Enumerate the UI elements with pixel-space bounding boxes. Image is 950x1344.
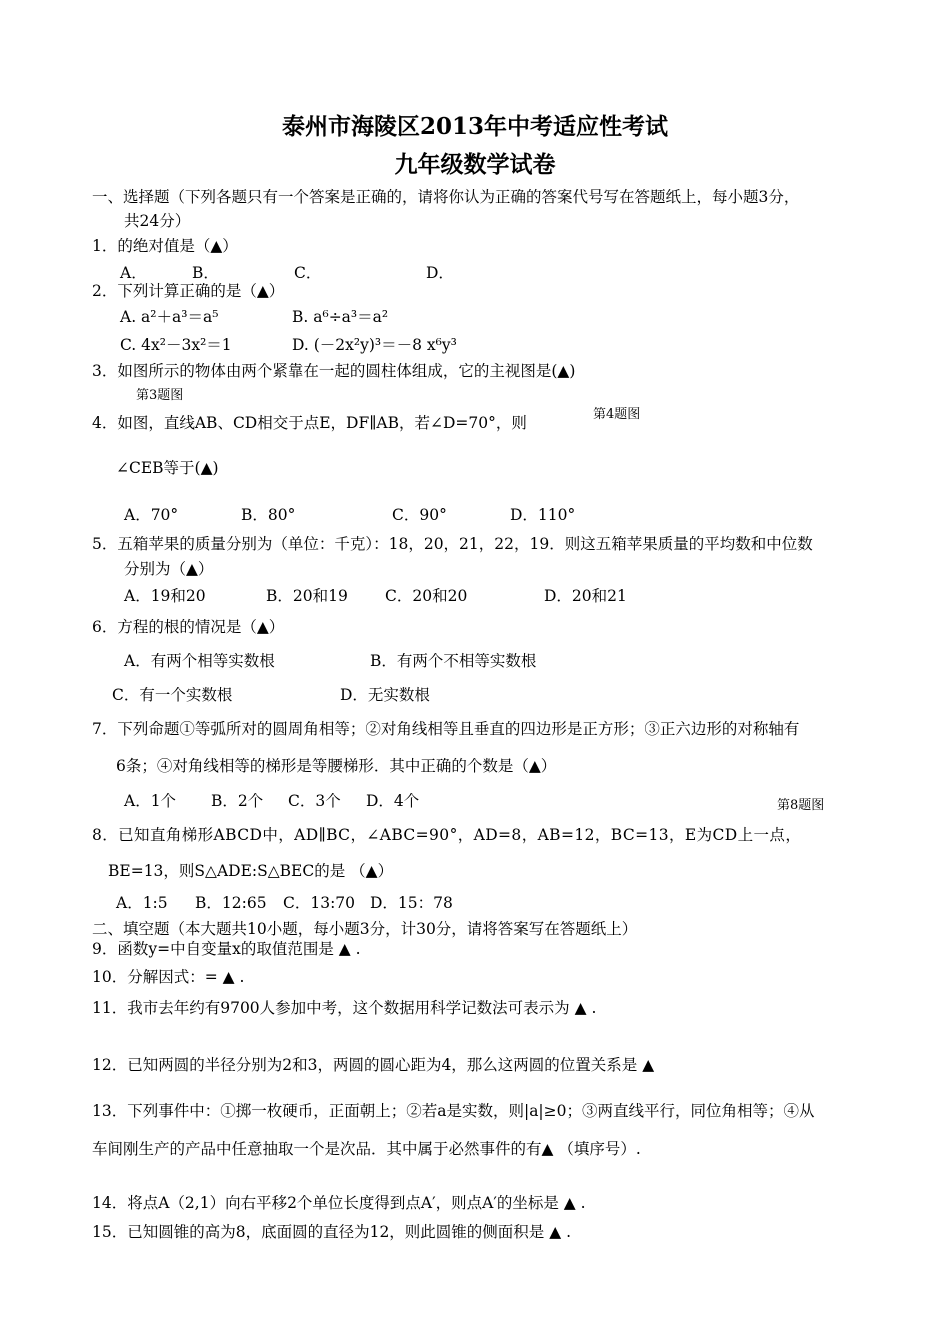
q3-figure-label: 第3题图 [136, 388, 184, 403]
section1-heading: 一、选择题（下列各题只有一个答案是正确的，请将你认为正确的答案代号写在答题纸上，每小题3分， [92, 188, 800, 206]
q6-option-b: B．有两个不相等实数根 [370, 652, 537, 670]
q7-option-b: B．2个 [211, 792, 264, 810]
page-subtitle: 九年级数学试卷 [394, 151, 556, 178]
q6-stem: 6．方程的根的情况是（▲） [92, 618, 285, 636]
q2-stem: 2．下列计算正确的是（▲） [92, 282, 285, 300]
q8-option-c: C．13:70 [283, 894, 356, 912]
q10: 10．分解因式：= ▲ . [92, 968, 245, 986]
q1-option-d: D． [426, 264, 454, 282]
q3-stem: 3．如图所示的物体由两个紧靠在一起的圆柱体组成，它的主视图是(▲) [92, 362, 576, 380]
q4-option-c: C．90° [392, 506, 447, 524]
q7-option-a: A．1个 [124, 792, 177, 810]
q1-option-b: B． [192, 264, 219, 282]
q1-stem: 1．的绝对值是（▲） [92, 237, 238, 255]
q13-line2: 车间刚生产的产品中任意抽取一个是次品．其中属于必然事件的有▲ （填序号）. [92, 1140, 641, 1158]
q1-option-a: A． [120, 264, 147, 282]
section2-heading: 二、填空题（本大题共10小题，每小题3分，计30分，请将答案写在答题纸上） [92, 920, 638, 938]
q2-option-a: A. a²＋a³＝a⁵ [120, 308, 219, 326]
q13-line1: 13．下列事件中：①掷一枚硬币，正面朝上；②若a是实数，则|a|≥0；③两直线平行，同位角相等；④从 [92, 1102, 815, 1120]
q4-option-d: D．110° [510, 506, 576, 524]
q2-option-c: C. 4x²－3x²＝1 [120, 336, 232, 354]
q4-stem: 4．如图，直线AB、CD相交于点E，DF∥AB，若∠D=70°，则 [92, 414, 527, 432]
q4-option-a: A．70° [124, 506, 179, 524]
q5-option-c: C．20和20 [385, 587, 468, 605]
q8-stem-cont: BE=13，则S△ADE:S△BEC的是 （▲） [108, 862, 394, 880]
q8-option-d: D．15：78 [370, 894, 453, 912]
q9: 9．函数y=中自变量x的取值范围是 ▲ . [92, 940, 361, 958]
q4-figure-label: 第4题图 [593, 407, 641, 422]
q7-stem-cont: 6条；④对角线相等的梯形是等腰梯形．其中正确的个数是（▲） [116, 757, 557, 775]
q8-figure-label: 第8题图 [777, 798, 825, 813]
q5-stem-cont: 分别为（▲） [124, 560, 214, 578]
q7-option-d: D．4个 [366, 792, 420, 810]
q6-option-c: C．有一个实数根 [112, 686, 233, 704]
q6-option-a: A．有两个相等实数根 [124, 652, 275, 670]
q8-stem: 8．已知直角梯形ABCD中，AD∥BC，∠ABC=90°，AD=8，AB=12，BC=13，E为CD上一点， [92, 826, 802, 844]
q5-option-b: B．20和19 [266, 587, 348, 605]
q5-stem: 5．五箱苹果的质量分别为（单位：千克）：18，20，21，22，19．则这五箱苹果质量的平均数和中位数 [92, 535, 813, 553]
q4-stem-cont: ∠CEB等于(▲) [116, 459, 219, 477]
q11: 11．我市去年约有9700人参加中考，这个数据用科学记数法可表示为 ▲ . [92, 999, 597, 1017]
page-title: 泰州市海陵区2013年中考适应性考试 [281, 113, 668, 140]
q5-option-a: A．19和20 [124, 587, 206, 605]
section1-heading-cont: 共24分） [124, 212, 191, 230]
q15: 15．已知圆锥的高为8，底面圆的直径为12，则此圆锥的侧面积是 ▲ . [92, 1223, 572, 1241]
q1-option-c: C． [294, 264, 322, 282]
q12: 12．已知两圆的半径分别为2和3，两圆的圆心距为4，那么这两圆的位置关系是 ▲ [92, 1056, 655, 1074]
q8-option-a: A．1:5 [116, 894, 168, 912]
q2-option-d: D. (－2x²y)³＝－8 x⁶y³ [292, 336, 457, 354]
q7-stem: 7．下列命题①等弧所对的圆周角相等；②对角线相等且垂直的四边形是正方形；③正六边形的对称轴有 [92, 720, 800, 738]
q7-option-c: C．3个 [288, 792, 341, 810]
q4-option-b: B．80° [241, 506, 296, 524]
q2-option-b: B. a⁶÷a³＝a² [292, 308, 389, 326]
q6-option-d: D．无实数根 [340, 686, 430, 704]
q5-option-d: D．20和21 [544, 587, 627, 605]
q8-option-b: B．12:65 [195, 894, 267, 912]
q14: 14．将点A（2,1）向右平移2个单位长度得到点A′，则点A′的坐标是 ▲ . [92, 1194, 586, 1212]
